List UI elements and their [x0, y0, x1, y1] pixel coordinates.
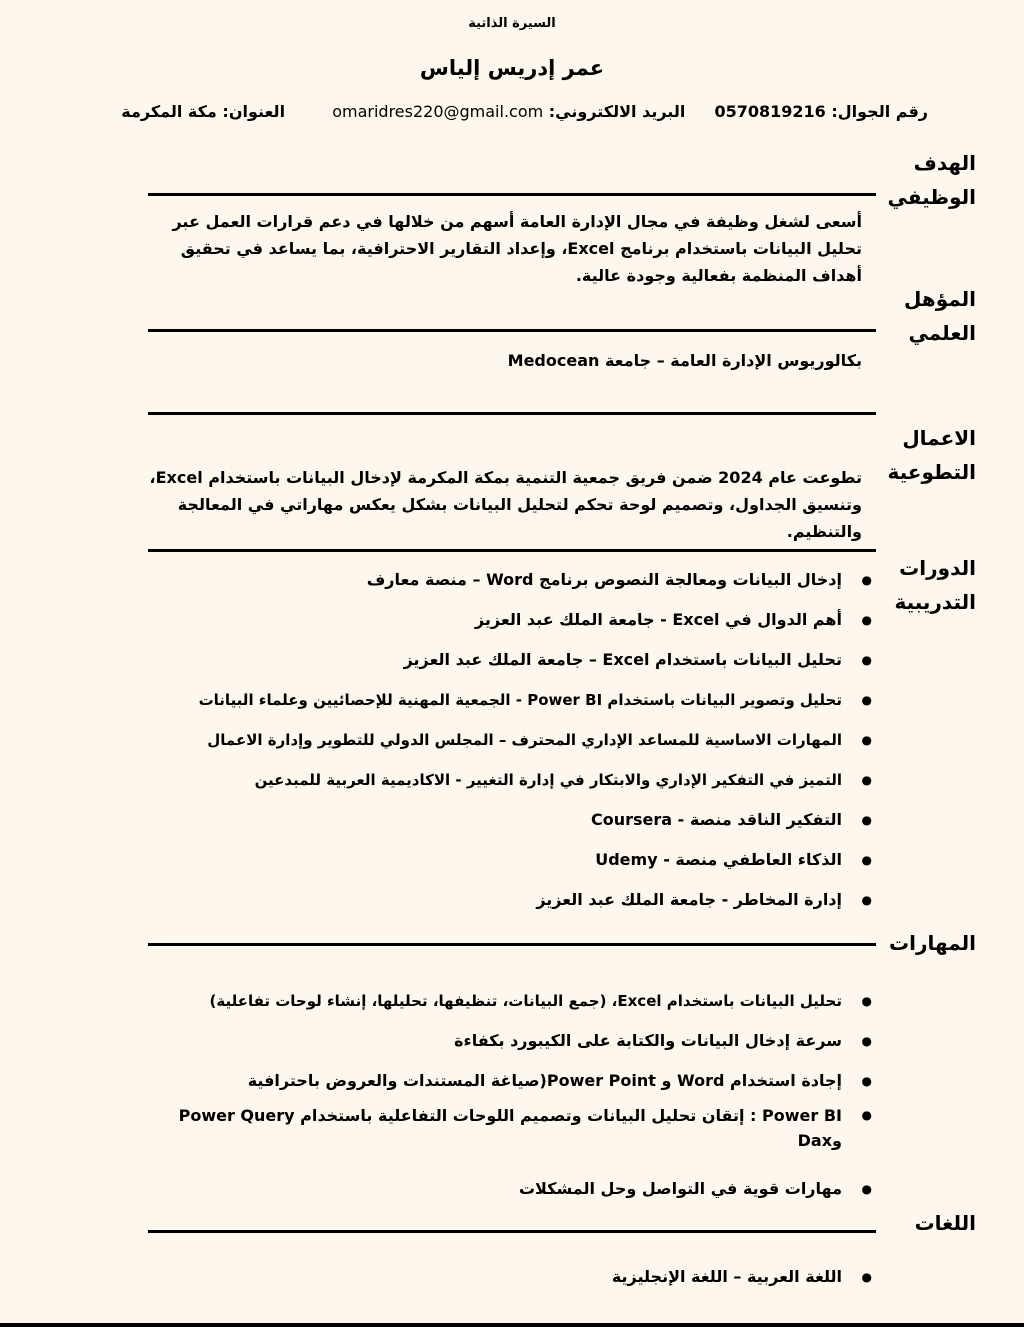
address-label: العنوان:: [222, 102, 286, 121]
bullet-icon: ●: [861, 1074, 872, 1088]
bullet-icon: ●: [861, 1270, 872, 1284]
divider: [148, 329, 876, 332]
divider: [148, 412, 876, 415]
item-text: أهم الدوال في Excel - جامعة الملك عبد العزيز: [474, 610, 842, 629]
list-item: [142, 680, 872, 720]
section-title-education: المؤهل العلمي: [903, 287, 976, 345]
volunteer-text: تطوعت عام 2024 ضمن فريق جمعية التنمية بمكة المكرمة لإدخال البيانات باستخدام Excel، وتنسيق الجداول، وتصميم لوحة تحكم لتحليل البيانات بشكل يعكس مهاراتي في المعالجة والتنظيم.: [149, 468, 862, 541]
bullet-icon: ●: [861, 653, 872, 667]
divider: [148, 193, 876, 196]
section-title-skills: المهارات: [889, 931, 976, 955]
bullet-icon: ●: [861, 994, 872, 1008]
item-text: تحليل البيانات باستخدام Excel – جامعة الملك عبد العزيز: [403, 650, 842, 669]
courses-list: [142, 560, 872, 920]
bullet-icon: ●: [861, 853, 872, 867]
list-item: [142, 1021, 872, 1061]
list-item: [142, 1257, 872, 1297]
section-title-courses: الدورات التدريبية: [894, 556, 976, 614]
section-title-objective: الهدف الوظيفي: [887, 151, 976, 209]
list-item: [142, 600, 872, 640]
list-item: [142, 560, 872, 600]
address: مكة المكرمة: [121, 102, 217, 121]
list-item: [142, 1061, 872, 1101]
bullet-icon: ●: [861, 1108, 872, 1122]
item-text: تحليل وتصوير البيانات باستخدام Power BI - الجمعية المهنية للإحصائيين وعلماء البيانات: [198, 691, 842, 709]
item-text: التميز في التفكير الإداري والابتكار في إدارة التغيير - الاكاديمية العربية للمبدعين: [254, 771, 842, 789]
phone-label: رقم الجوال:: [831, 102, 928, 121]
bullet-icon: ●: [861, 773, 872, 787]
item-text: Power BI : إتقان تحليل البيانات وتصميم اللوحات التفاعلية باستخدام Power Query وDax: [178, 1106, 842, 1150]
list-item: [142, 880, 872, 920]
divider: [148, 1230, 876, 1233]
bullet-icon: ●: [861, 893, 872, 907]
bullet-icon: ●: [861, 1034, 872, 1048]
list-item: [142, 981, 872, 1021]
bullet-icon: ●: [861, 693, 872, 707]
languages-list: [142, 1257, 872, 1297]
item-text: سرعة إدخال البيانات والكتابة على الكيبورد بكفاءة: [454, 1031, 842, 1050]
objective-text: أسعى لشغل وظيفة في مجال الإدارة العامة أسهم من خلالها في دعم قرارات العمل عبر تحليل البيانات باستخدام برنامج Excel، وإعداد التقارير الاحترافية، بما يساعد في تحقيق أهداف المنظمة بفعالية وجودة عالية.: [172, 212, 862, 285]
item-text: إدارة المخاطر - جامعة الملك عبد العزيز: [536, 890, 842, 909]
item-text: تحليل البيانات باستخدام Excel، (جمع البيانات، تنظيفها، تحليلها، إنشاء لوحات تفاعلية): [209, 992, 842, 1010]
bullet-icon: ●: [861, 813, 872, 827]
contact-line: [121, 102, 928, 121]
list-item: [142, 1169, 872, 1209]
list-item: [142, 640, 872, 680]
email: omaridres220@gmail.com: [332, 102, 544, 121]
list-item: [142, 760, 872, 800]
item-text: الذكاء العاطفي منصة - Udemy: [595, 850, 842, 869]
bullet-icon: ●: [861, 733, 872, 747]
bullet-icon: ●: [861, 573, 872, 587]
list-item: [142, 720, 872, 760]
list-item: [142, 800, 872, 840]
item-text: اللغة العربية – اللغة الإنجليزية: [611, 1267, 842, 1286]
divider: [148, 549, 876, 552]
page-bottom-border: [0, 1323, 1024, 1327]
item-text: إجادة استخدام Word و Power Point(صياغة المستندات والعروض باحترافية: [247, 1071, 842, 1090]
section-title-volunteer: الاعمال التطوعية: [887, 426, 976, 484]
item-text: المهارات الاساسية للمساعد الإداري المحترف – المجلس الدولي للتطوير وإدارة الاعمال: [207, 731, 842, 749]
divider: [148, 943, 876, 946]
section-title-languages: اللغات: [914, 1211, 976, 1235]
skills-list: [142, 981, 872, 1209]
item-text: إدخال البيانات ومعالجة النصوص برنامج Word – منصة معارف: [366, 570, 842, 589]
bullet-icon: ●: [861, 613, 872, 627]
candidate-name: عمر إدريس إلياس: [419, 56, 605, 80]
item-text: مهارات قوية في التواصل وحل المشكلات: [518, 1179, 842, 1198]
email-label: البريد الالكتروني:: [548, 102, 686, 121]
item-text: التفكير الناقد منصة - Coursera: [591, 810, 842, 829]
education-text: بكالوريوس الإدارة العامة – جامعة Medocean: [507, 351, 862, 370]
list-item: [142, 1101, 872, 1153]
document-title: السيرة الذاتية: [468, 16, 556, 31]
phone: 0570819216: [714, 102, 826, 121]
bullet-icon: ●: [861, 1182, 872, 1196]
list-item: [142, 840, 872, 880]
